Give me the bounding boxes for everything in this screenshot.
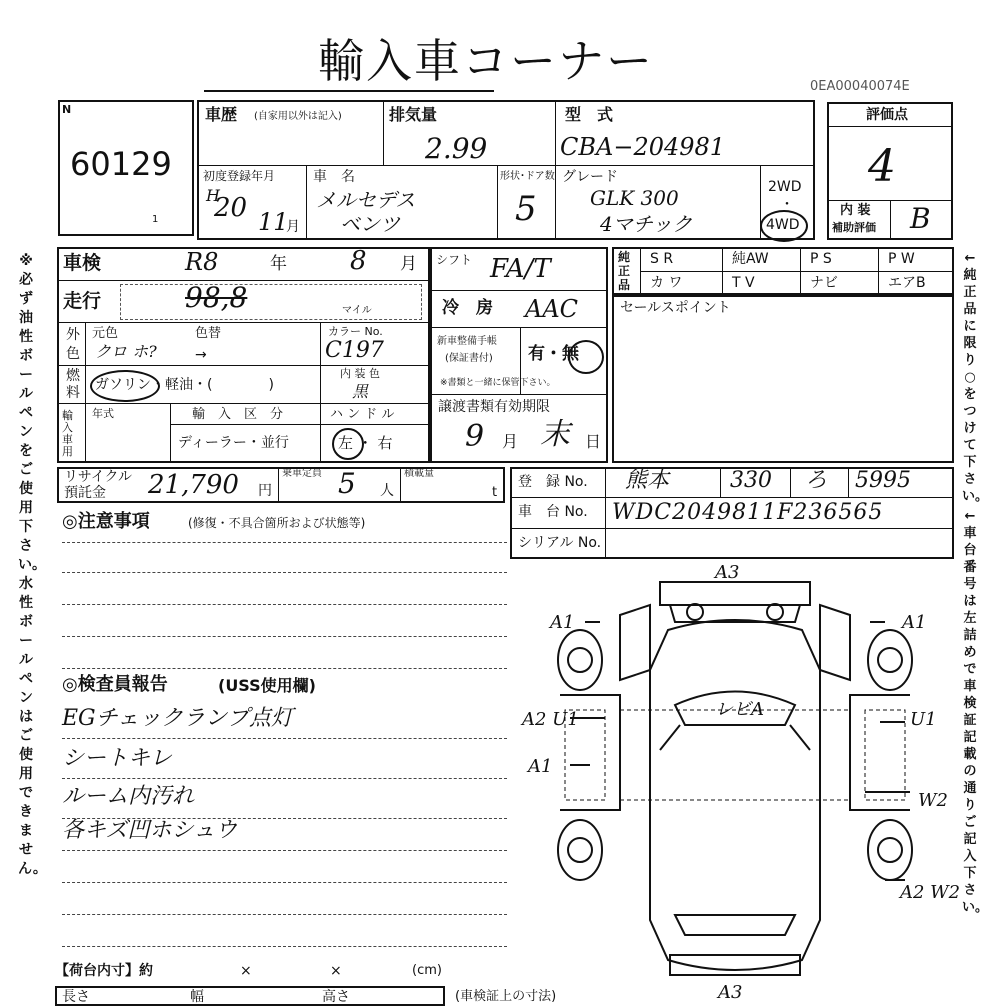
title-underline xyxy=(204,90,494,92)
load-unit: t xyxy=(492,485,498,500)
drive-2wd: 2WD xyxy=(768,179,802,195)
fuel-vlabel-2: 料 xyxy=(66,385,80,401)
transfer-label: 譲渡書類有効期限 xyxy=(438,399,550,415)
report-line-2: シートキレ xyxy=(62,746,172,771)
registration-part-4: 5995 xyxy=(855,468,911,493)
score-label: 評価点 xyxy=(866,107,908,123)
inspection-era: R8 xyxy=(185,248,219,276)
shift-value: FA/T xyxy=(490,254,551,284)
interior-color-value: 黒 xyxy=(352,382,369,401)
color-repaint-label: 色替 xyxy=(195,326,222,341)
interior-color-label: 内 装 色 xyxy=(340,367,380,380)
load-label: 積載量 xyxy=(404,468,434,479)
manual-label-2: (保証書付) xyxy=(445,353,493,364)
grade-line2: 4マチック xyxy=(600,212,693,236)
color-original-label: 元色 xyxy=(92,326,119,341)
model-value: CBA−204981 xyxy=(560,133,726,161)
equipment-item-2: P S xyxy=(810,251,832,267)
diagram-mark-2: A1 xyxy=(902,612,927,633)
notes-label: ◎注意事項 xyxy=(62,511,150,532)
equipment-item-1: 純AW xyxy=(732,251,769,267)
lot-small: 1 xyxy=(152,214,159,225)
equipment-item-6: ナビ xyxy=(810,275,838,291)
mileage-label: 走行 xyxy=(63,290,102,312)
doors-value: 5 xyxy=(515,189,537,229)
manual-none-circle xyxy=(568,340,604,374)
color-code-value: C197 xyxy=(325,338,384,363)
right-side-note-1: ←純正品に限り○をつけて下さい。 xyxy=(962,251,989,504)
interior-label-2: 補助評価 xyxy=(832,221,876,234)
transfer-month-unit: 月 xyxy=(502,432,519,451)
inspection-label: 車検 xyxy=(63,252,102,274)
transfer-day-unit: 日 xyxy=(585,432,602,451)
report-line-4: 各キズ凹ホシュウ xyxy=(62,818,238,843)
interior-label-1: 内 装 xyxy=(840,203,871,218)
grade-label: グレード xyxy=(562,169,618,185)
registration-part-2: 330 xyxy=(730,468,772,493)
cargo-label: 【荷台内寸】約 xyxy=(55,963,153,979)
diagram-mark-7: W2 xyxy=(918,790,948,811)
right-side-note-2: ←車台番号は左詰めで車検証記載の通りご記入下さい。 xyxy=(962,509,989,915)
cargo-box xyxy=(55,986,445,1006)
lot-n-label: N xyxy=(62,103,72,116)
cargo-cert-note: (車検証上の寸法) xyxy=(455,989,557,1004)
report-sub: (USS使用欄) xyxy=(218,676,316,695)
page-title: 輸入車コーナー xyxy=(318,34,654,88)
sales-point-label: セールスポイント xyxy=(620,300,731,316)
shift-label: シフト xyxy=(436,253,473,267)
capacity-value: 5 xyxy=(338,467,356,500)
diagram-mark-8: A2 W2 xyxy=(900,882,960,903)
inspection-year-unit: 年 xyxy=(270,254,287,274)
grade-line1: GLK 300 xyxy=(590,186,679,210)
aircon-value: AAC xyxy=(525,295,579,323)
cargo-height: 高さ xyxy=(322,989,350,1005)
equipment-item-0: S R xyxy=(650,251,674,267)
displacement-value: 2.99 xyxy=(425,132,488,165)
capacity-unit: 人 xyxy=(380,483,394,499)
doors-label: 形状･ドア数 xyxy=(500,171,555,182)
handle-value: 左 ・ 右 xyxy=(338,434,393,452)
diagram-mark-9: A3 xyxy=(718,982,743,1000)
first-reg-era: H xyxy=(206,186,220,205)
notes-sub: (修復・不具合箇所および状態等) xyxy=(188,516,366,530)
first-reg-label: 初度登録年月 xyxy=(203,169,276,183)
import-year-label: 年式 xyxy=(92,407,114,420)
transfer-day: 末 xyxy=(540,417,570,452)
diagram-mark-6: A1 xyxy=(528,756,553,777)
diagram-mark-0: A3 xyxy=(715,562,740,583)
equipment-item-4: カ ワ xyxy=(650,275,683,291)
color-original-value: クロ ホ? xyxy=(95,342,157,361)
cargo-length: 長さ xyxy=(62,989,90,1005)
recycle-value: 21,790 xyxy=(148,470,239,500)
fuel-vlabel-1: 燃 xyxy=(66,368,80,384)
registration-part-3: ろ xyxy=(805,468,828,493)
first-reg-month-unit: 月 xyxy=(286,219,300,235)
equipment-vlabel: 純正品 xyxy=(618,250,631,292)
score-value: 4 xyxy=(868,141,896,192)
mileage-unit: マイル xyxy=(342,305,372,316)
diagram-mark-3: レビA xyxy=(715,699,764,720)
registration-label: 登 録 No. xyxy=(518,474,588,490)
fuel-gasoline-circle xyxy=(90,370,160,402)
sales-point-box xyxy=(612,295,954,463)
displacement-label: 排気量 xyxy=(389,105,438,124)
transfer-month: 9 xyxy=(465,419,485,454)
inspection-month-unit: 月 xyxy=(400,254,417,274)
registration-part-1: 熊本 xyxy=(625,468,670,493)
fuel-options: ガソリン・軽油・( ) xyxy=(95,377,274,393)
cargo-x2: × xyxy=(330,963,342,979)
manual-value: 有・無 xyxy=(528,344,579,364)
drive-4wd-circle xyxy=(760,210,808,242)
equipment-item-7: エアB xyxy=(888,275,926,291)
manual-note: ※書類と一緒に保管下さい。 xyxy=(440,378,556,388)
report-line-3: ルーム内汚れ xyxy=(62,784,195,809)
color-arrow: → xyxy=(195,347,207,363)
handle-left-circle xyxy=(332,428,364,460)
color-vlabel-1: 外 xyxy=(66,327,80,343)
report-line-1: EGチェックランプ点灯 xyxy=(62,706,293,731)
color-vlabel-2: 色 xyxy=(66,346,80,362)
history-note: (自家用以外は記入) xyxy=(254,111,342,122)
lot-number: 60129 xyxy=(70,145,172,183)
equipment-item-5: T V xyxy=(732,275,755,291)
first-reg-year: 20 xyxy=(214,193,248,223)
recycle-unit: 円 xyxy=(258,483,272,499)
drive-dot: ・ xyxy=(780,197,794,213)
recycle-label-1: リサイクル xyxy=(64,469,133,485)
handle-label: ハ ン ド ル xyxy=(330,407,395,422)
left-side-note: ※必ず油性ボールペンをご使用下さい。水性ボールペンはご使用できません。 xyxy=(18,253,47,877)
serial-label: シリアル No. xyxy=(518,535,602,551)
import-class-label: 輸 入 区 分 xyxy=(192,407,284,422)
car-name-line1: メルセデス xyxy=(316,188,416,212)
mileage-grid xyxy=(120,281,422,320)
diagram-mark-5: U1 xyxy=(910,709,937,730)
car-name-label: 車 名 xyxy=(313,169,355,185)
model-label: 型 式 xyxy=(565,105,614,124)
equipment-item-3: P W xyxy=(888,251,915,267)
import-vlabel: 輸入車用 xyxy=(62,409,73,458)
top-right-partial: 0EA00040074E xyxy=(810,79,910,94)
color-code-label: カラー No. xyxy=(328,325,383,338)
cargo-unit: (cm) xyxy=(412,963,442,978)
diagram-mark-4: A2 U1 xyxy=(522,709,579,730)
drive-4wd: 4WD xyxy=(766,217,800,233)
cargo-x1: × xyxy=(240,963,252,979)
mileage-value: 98,8 xyxy=(185,281,248,314)
car-name-line2: ベンツ xyxy=(340,212,400,236)
diagram-mark-1: A1 xyxy=(550,612,575,633)
first-reg-month: 11 xyxy=(258,208,289,236)
capacity-label: 乗車定員 xyxy=(282,468,322,479)
aircon-label: 冷 房 xyxy=(442,298,493,318)
chassis-label: 車 台 No. xyxy=(518,504,588,520)
import-class-value: ディーラー・並行 xyxy=(178,435,289,451)
report-label: ◎検査員報告 xyxy=(62,674,168,695)
manual-label-1: 新車整備手帳 xyxy=(437,336,497,347)
history-label: 車歴 xyxy=(205,105,238,124)
recycle-label-2: 預託金 xyxy=(64,485,106,501)
car-damage-diagram xyxy=(510,560,960,1000)
interior-value: B xyxy=(910,202,931,235)
inspection-month: 8 xyxy=(350,246,367,276)
cargo-width: 幅 xyxy=(190,989,204,1005)
chassis-value: WDC2049811F236565 xyxy=(612,500,884,525)
